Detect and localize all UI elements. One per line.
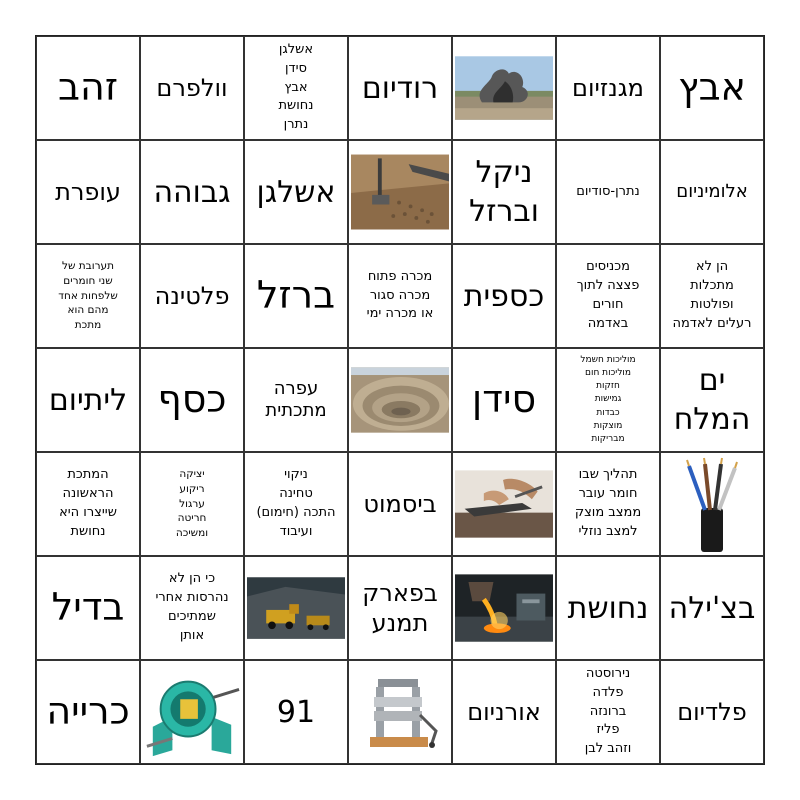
bingo-cell[interactable]	[348, 660, 452, 764]
bingo-cell[interactable]: זהב	[36, 36, 140, 140]
bingo-cell[interactable]: נתרן-סודיום	[556, 140, 660, 244]
bingo-cell[interactable]: ניקוי טחינה התכה (חימום) ועיבוד	[244, 452, 348, 556]
bingo-cell[interactable]: המתכת הראשונה שייצרו היא נחושת	[36, 452, 140, 556]
electric-cable-image	[677, 456, 747, 552]
bingo-cell[interactable]: מכניסים פצצה לתוך חורים באדמה	[556, 244, 660, 348]
open-pit-mine-image	[351, 366, 449, 434]
rolling-mill-image	[360, 667, 440, 757]
bingo-cell[interactable]: תערובת של שני חומרים שלפחות אחד מהם הוא מתכת	[36, 244, 140, 348]
bingo-cell[interactable]: גבוהה	[140, 140, 244, 244]
bingo-cell[interactable]: הן לא מתכלות ופולטות רעלים לאדמה	[660, 244, 764, 348]
bingo-cell[interactable]: ניקל וברזל	[452, 140, 556, 244]
blacksmith-forging-image	[455, 469, 553, 539]
bingo-cell[interactable]	[660, 452, 764, 556]
bingo-cell[interactable]: כרייה	[36, 660, 140, 764]
bingo-board	[35, 35, 765, 765]
bingo-cell[interactable]: כספית	[452, 244, 556, 348]
molten-metal-pouring-image	[455, 573, 553, 643]
bingo-cell[interactable]: רודיום	[348, 36, 452, 140]
bingo-cell[interactable]: עופרת	[36, 140, 140, 244]
bingo-cell[interactable]	[452, 556, 556, 660]
bingo-cell[interactable]: סידן	[452, 348, 556, 452]
bingo-cell[interactable]: בדיל	[36, 556, 140, 660]
bingo-cell[interactable]: אשלגן סידן אבץ נחושת נתרן	[244, 36, 348, 140]
bingo-cell[interactable]: ברזל	[244, 244, 348, 348]
bingo-cell[interactable]: מכרה פתוח מכרה סגור או מכרה ימי	[348, 244, 452, 348]
mining-trucks-image	[247, 576, 345, 640]
bingo-cell[interactable]: כסף	[140, 348, 244, 452]
bingo-cell[interactable]: אשלגן	[244, 140, 348, 244]
bingo-cell[interactable]: אורניום	[452, 660, 556, 764]
bingo-cell[interactable]: נחושת	[556, 556, 660, 660]
bingo-cell[interactable]: בצ'ילה	[660, 556, 764, 660]
bingo-cell[interactable]: בפארק תמנע	[348, 556, 452, 660]
bingo-cell[interactable]: מוליכות חשמל מוליכות חום חזקות גמישות כבדות מוצקות מבריקות	[556, 348, 660, 452]
bingo-cell[interactable]	[244, 556, 348, 660]
bingo-cell[interactable]: נירוסטה פלדה ברונזה פליז וזהב לבן	[556, 660, 660, 764]
bingo-cell[interactable]: פלדיום	[660, 660, 764, 764]
bingo-cell[interactable]: מגנזיום	[556, 36, 660, 140]
bingo-cell[interactable]: וולפרם	[140, 36, 244, 140]
bingo-cell[interactable]: עפרה מתכתית	[244, 348, 348, 452]
bingo-cell[interactable]: ים המלח	[660, 348, 764, 452]
bingo-cell[interactable]: ליתיום	[36, 348, 140, 452]
bingo-cell[interactable]: כי הן לא נהרסות אחרי שמתיכים אותן	[140, 556, 244, 660]
bingo-cell[interactable]: פלטינה	[140, 244, 244, 348]
bingo-cell[interactable]: ביסמוט	[348, 452, 452, 556]
bingo-cell[interactable]: אבץ	[660, 36, 764, 140]
bingo-cell[interactable]	[452, 452, 556, 556]
bingo-cell[interactable]: 91	[244, 660, 348, 764]
mine-explosion-image	[455, 55, 553, 121]
bingo-cell[interactable]	[140, 660, 244, 764]
bingo-cell[interactable]: תהליך שבו חומר עובר ממצב מוצק למצב נוזלי	[556, 452, 660, 556]
bingo-cell[interactable]: אלומיניום	[660, 140, 764, 244]
bingo-cell[interactable]: יציקה ריקוע ערגול חריטה ומשיכה	[140, 452, 244, 556]
bingo-cell[interactable]	[348, 348, 452, 452]
bingo-cell[interactable]	[348, 140, 452, 244]
bingo-cell[interactable]	[452, 36, 556, 140]
drilling-rig-image	[351, 153, 449, 231]
ball-mill-machine-image	[143, 667, 241, 757]
